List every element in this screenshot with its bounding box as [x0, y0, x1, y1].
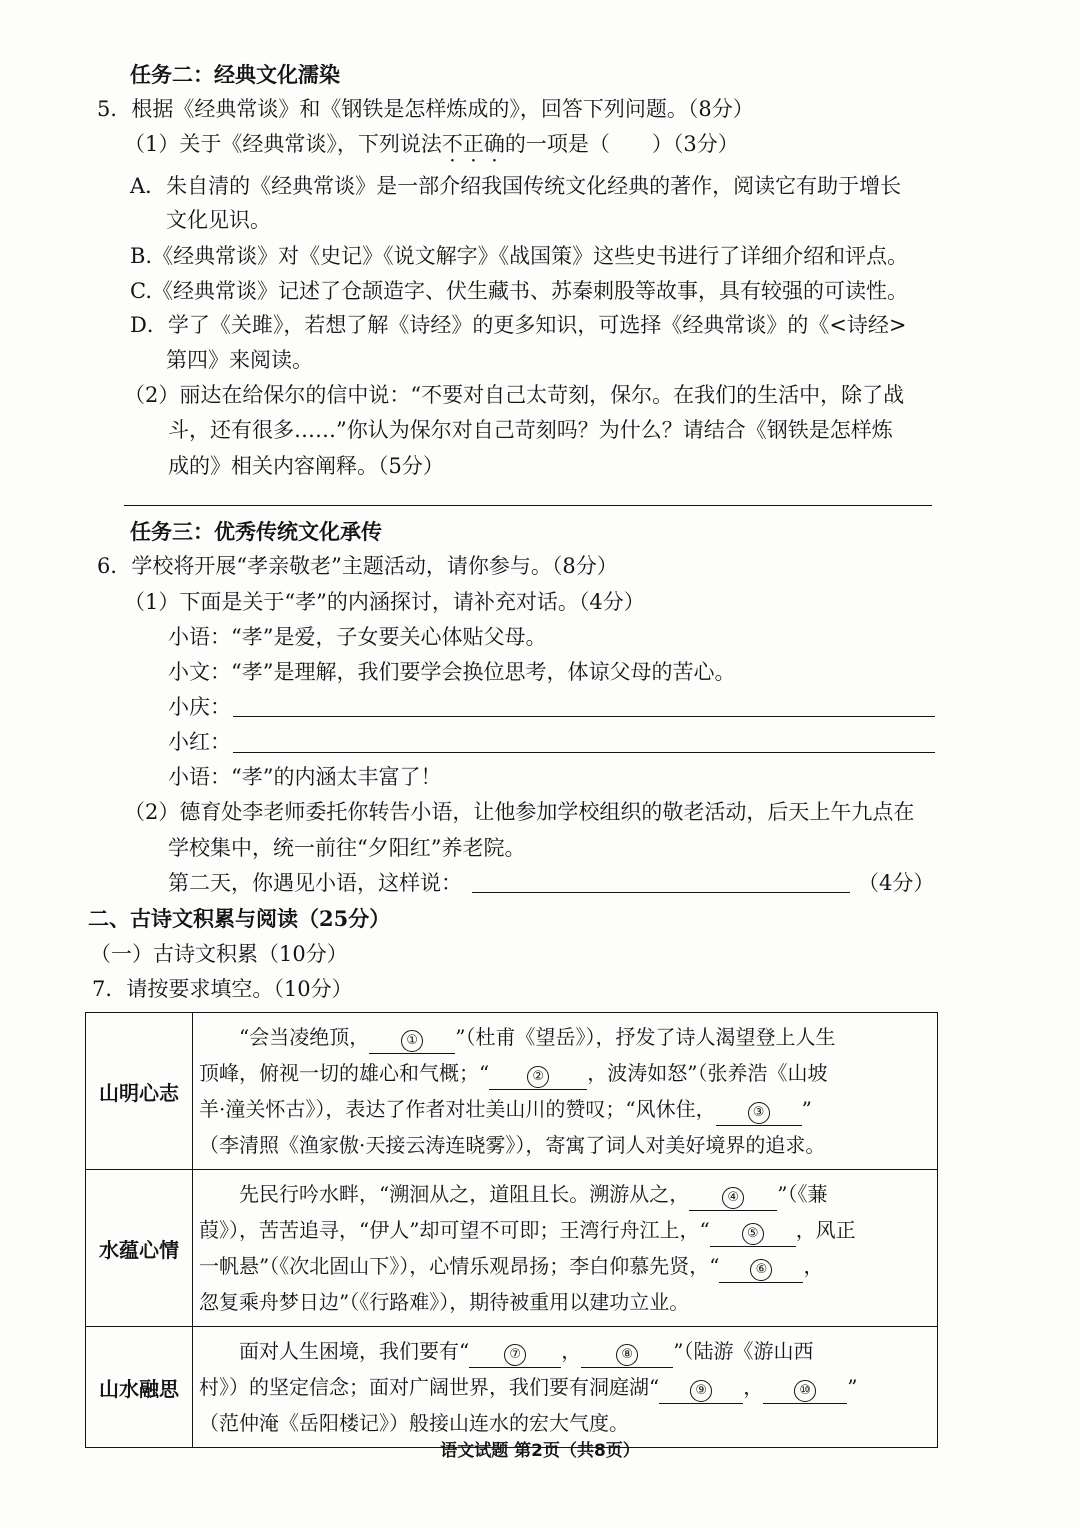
text-span: 葭》），苦苦追寻，“伊人”却可望不可即；王湾行舟江上，“: [199, 1218, 710, 1242]
text-span: （李清照《渔家傲·天接云涛连晓雾》），寄寓了词人对美好境界的追求。: [199, 1133, 826, 1157]
row-label: 山水融思: [86, 1327, 193, 1448]
task3-heading: 任务三：优秀传统文化承传: [130, 519, 382, 544]
q5-option-b: B.《经典常谈》对《史记》《说文解字》《战国策》这些史书进行了详细介绍和评点。: [130, 244, 909, 268]
text-span: ”（陆游《游山西: [673, 1339, 814, 1363]
text-span: 村》）的坚定信念；面对广阔世界，我们要有洞庭湖“: [199, 1375, 660, 1399]
table-row: [86, 1327, 938, 1448]
q5-option-a-cont: 文化见识。: [166, 208, 271, 232]
circled-number: ②: [527, 1066, 549, 1088]
text-span: ”（杜甫《望岳》），抒发了诗人渴望登上人生: [455, 1025, 836, 1049]
text-span: ，: [561, 1339, 582, 1363]
q6-sub2: （2）德育处李老师委托你转告小语，让他参加学校组织的敬老活动，后天上午九点在: [124, 800, 915, 824]
answer-line[interactable]: [472, 892, 850, 893]
q5-sub1-text-end: 的一项是（ ）（3分）: [504, 132, 739, 156]
page-footer: 语文试题 第2页（共8页）: [440, 1441, 640, 1461]
q5-sub2: （2）丽达在给保尔的信中说：“不要对自己太苛刻，保尔。在我们的生活中，除了战: [124, 383, 905, 407]
q5-sub1: [124, 134, 739, 155]
dialog-speaker-4: 小红：: [168, 730, 231, 754]
q6-sub1: （1）下面是关于“孝”的内涵探讨，请补充对话。（4分）: [124, 590, 645, 614]
q5-option-d-cont: 第四》来阅读。: [166, 348, 313, 372]
dialog-line-1: 小语：“孝”是爱，子女要关心体贴父母。: [168, 625, 547, 649]
blank-field[interactable]: [659, 1377, 743, 1404]
row-label: 水蕴心情: [86, 1170, 193, 1327]
circled-number: ⑩: [794, 1380, 816, 1402]
text-span: ，: [743, 1375, 764, 1399]
poetry-table: [85, 1012, 938, 1448]
text-span: 先民行吟水畔，“溯洄从之，道阻且长。溯游从之，: [199, 1182, 690, 1206]
dialog-line-5: 小语：“孝”的内涵太丰富了！: [168, 765, 442, 789]
answer-line[interactable]: [233, 752, 935, 753]
text-span: ，: [803, 1254, 824, 1278]
q5-option-d: D．学了《关雎》，若想了解《诗经》的更多知识，可选择《经典常谈》的《<诗经>: [130, 313, 907, 337]
emphasis-char: 确: [483, 132, 505, 156]
section2-heading: 二、古诗文积累与阅读（25分）: [88, 906, 391, 931]
blank-field[interactable]: [581, 1341, 673, 1368]
circled-number: ⑨: [690, 1380, 712, 1402]
circled-number: ③: [748, 1102, 770, 1124]
dialog-speaker-3: 小庆：: [168, 695, 231, 719]
row-text: [193, 1327, 938, 1448]
q5-option-c: C.《经典常谈》记述了仓颉造字、伏生藏书、苏秦刺股等故事，具有较强的可读性。: [130, 279, 908, 303]
table-row: [86, 1170, 938, 1327]
circled-number: ①: [401, 1030, 423, 1052]
row-text: [193, 1170, 938, 1327]
text-span: ”（《蒹: [777, 1182, 828, 1206]
q5-option-a: A．朱自清的《经典常谈》是一部介绍我国传统文化经典的著作，阅读它有助于增长: [130, 174, 902, 198]
q6-sub2-score: （4分）: [858, 871, 935, 895]
q5-sub2-cont: 斗，还有很多……”你认为保尔对自己苛刻吗？为什么？请结合《钢铁是怎样炼: [168, 418, 893, 442]
text-span: 顶峰，俯视一切的雄心和气概；“: [199, 1061, 490, 1085]
text-span: ，风正: [795, 1218, 856, 1242]
emphasis-char: 不: [441, 132, 463, 156]
section2-part1: （一）古诗文积累（10分）: [90, 942, 348, 966]
answer-line[interactable]: [124, 505, 932, 506]
q5-stem: 5．根据《经典常谈》和《钢铁是怎样炼成的》，回答下列问题。（8分）: [97, 97, 754, 121]
blank-field[interactable]: [689, 1184, 777, 1211]
q5-sub2-cont2: 成的》相关内容阐释。（5分）: [168, 454, 444, 478]
blank-field[interactable]: [469, 1341, 561, 1368]
circled-number: ④: [722, 1187, 744, 1209]
text-span: 一帆悬”（《次北固山下》），心情乐观昂扬；李白仰慕先贤，“: [199, 1254, 720, 1278]
text-span: 面对人生困境，我们要有“: [199, 1339, 470, 1363]
blank-field[interactable]: [716, 1099, 802, 1126]
blank-field[interactable]: [489, 1063, 587, 1090]
q5-sub1-text: （1）关于《经典常谈》，下列说法: [124, 132, 442, 156]
text-span: ”: [801, 1097, 812, 1121]
text-span: 忽复乘舟梦日边”（《行路难》），期待被重用以建功立业。: [199, 1290, 690, 1314]
blank-field[interactable]: [369, 1027, 455, 1054]
circled-number: ⑦: [504, 1344, 526, 1366]
q7-stem: 7．请按要求填空。（10分）: [92, 977, 353, 1001]
answer-line[interactable]: [233, 716, 935, 717]
circled-number: ⑧: [616, 1344, 638, 1366]
blank-field[interactable]: [763, 1377, 847, 1404]
text-span: “会当凌绝顶，: [199, 1025, 370, 1049]
q6-sub2-cont: 学校集中，统一前往“夕阳红”养老院。: [168, 836, 526, 860]
dialog-line-2: 小文：“孝”是理解，我们要学会换位思考，体谅父母的苦心。: [168, 660, 736, 684]
text-span: ，波涛如怒”（张养浩《山坡: [587, 1061, 828, 1085]
blank-field[interactable]: [710, 1220, 796, 1247]
blank-field[interactable]: [719, 1256, 803, 1283]
q6-stem: 6．学校将开展“孝亲敬老”主题活动，请你参与。（8分）: [97, 554, 618, 578]
circled-number: ⑥: [750, 1259, 772, 1281]
text-span: ”: [847, 1375, 858, 1399]
q6-sub2-prompt: 第二天，你遇见小语，这样说：: [168, 871, 462, 895]
emphasis-char: 正: [462, 132, 484, 156]
circled-number: ⑤: [742, 1223, 764, 1245]
text-span: （范仲淹《岳阳楼记》）般接山连水的宏大气度。: [199, 1411, 629, 1435]
table-row: [86, 1013, 938, 1170]
text-span: 羊·潼关怀古》），表达了作者对壮美山川的赞叹；“风休住，: [199, 1097, 716, 1121]
row-text: [193, 1013, 938, 1170]
row-label: 山明心志: [86, 1013, 193, 1170]
task2-heading: 任务二：经典文化濡染: [130, 62, 340, 87]
